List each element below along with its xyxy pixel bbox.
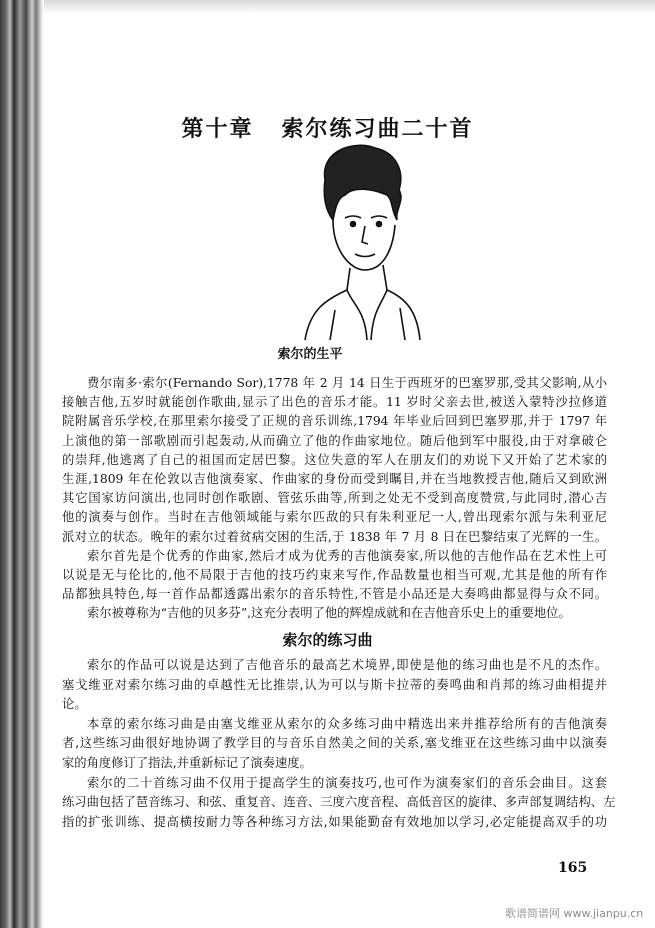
portrait-caption: 索尔的生平 — [277, 347, 343, 362]
text-line: 以说是无与伦比的,他不局限于吉他的技巧约束来写作,作品数量也相当可观,尤其是他的所有作 — [62, 567, 607, 582]
text-line: 塞戈维亚对索尔练习曲的卓越性无比推崇,认为可以与斯卡拉蒂的奏鸣曲和肖邦的练习曲相提并 — [62, 677, 607, 692]
text-line: 院附属音乐学校,在那里索尔接受了正规的音乐训练,1794 年毕业后回到巴塞罗那,并于 1797 年 — [62, 414, 607, 429]
text-line: 家的角度修订了指法,并重新标记了演奏速度。 — [62, 755, 312, 770]
text-line: 指的扩张训练、提高横按耐力等各种练习方法,如果能勤奋有效地加以学习,必定能提高双手的功 — [62, 814, 607, 829]
etudes-text — [62, 656, 616, 832]
text-line: 派对立的状态。晚年的索尔过着贫病交困的生活,于 1838 年 7 月 8 日在巴黎结束了光辉的一生。 — [62, 529, 607, 544]
text-line: 的崇拜,他逃离了自己的祖国而定居巴黎。这位失意的军人在朋友们的劝说下又开始了艺术家的 — [62, 452, 607, 467]
chapter-number: 第十章 — [181, 116, 254, 142]
text-line: 索尔的作品可以说是达到了吉他音乐的最高艺术境界,即使是他的练习曲也是不凡的杰作。 — [87, 658, 607, 672]
text-line: 论。 — [62, 697, 87, 712]
section-heading: 索尔的练习曲 — [282, 631, 373, 649]
chapter-title — [0, 112, 655, 143]
text-line: 练习曲包括了琶音练习、和弦、重复音、连音、三度六度音程、高低音区的旋律、多声部复调结构、左 — [62, 795, 616, 810]
page-number: 165 — [558, 860, 588, 876]
text-line: 索尔首先是个优秀的作曲家,然后才成为优秀的吉他演奏家,所以他的吉他作品在艺术性上可 — [87, 548, 607, 563]
text-line: 他的演奏与创作。当时在吉他领域能与索尔匹敌的只有朱利亚尼一人,曾出现索尔派与朱利亚尼 — [62, 510, 607, 525]
text-line: 接触吉他,五岁时就能创作歌曲,显示了出色的音乐才能。11 岁时父亲去世,被送入蒙特沙拉修道 — [62, 395, 607, 410]
text-line: 索尔的二十首练习曲不仅用于提高学生的演奏技巧,也可作为演奏家们的音乐会曲目。这套 — [87, 775, 607, 790]
watermark: 歌谱简谱网 www.jianpu.cn — [505, 907, 644, 920]
chapter-name: 索尔练习曲二十首 — [281, 116, 474, 142]
text-line: 生涯,1809 年在伦敦以吉他演奏家、作曲家的身份而受到瞩目,并在当地教授吉他,随后又到欧洲 — [62, 471, 607, 486]
portrait-sketch-image — [295, 140, 425, 345]
text-line: 索尔被尊称为“吉他的贝多芬”,这充分表明了他的辉煌成就和在吉他音乐史上的重要地位。 — [87, 606, 571, 621]
text-line: 上演他的第一部歌剧而引起轰动,从而确立了他的作曲家地位。随后他到军中服役,由于对拿破仑 — [62, 433, 607, 448]
biography-text — [62, 374, 607, 623]
text-line: 者,这些练习曲很好地协调了教学目的与音乐自然美之间的关系,塞戈维亚在这些练习曲中以演奏 — [62, 736, 607, 751]
text-line: 品都独具特色,每一首作品都透露出索尔的音乐特性,不管是小品还是大奏鸣曲都显得与众不同。 — [62, 587, 607, 602]
text-line: 其它国家访问演出,也同时创作歌剧、管弦乐曲等,所到之处无不受到高度赞赏,与此同时,潜心吉 — [62, 491, 607, 506]
scan-shadow-top — [0, 0, 655, 14]
text-line: 本章的索尔练习曲是由塞戈维亚从索尔的众多练习曲中精选出来并推荐给所有的吉他演奏 — [87, 716, 607, 731]
text-line: 费尔南多·索尔(Fernando Sor),1778 年 2 月 14 日生于西班牙的巴塞罗那,受其父影响,从小 — [87, 376, 607, 390]
